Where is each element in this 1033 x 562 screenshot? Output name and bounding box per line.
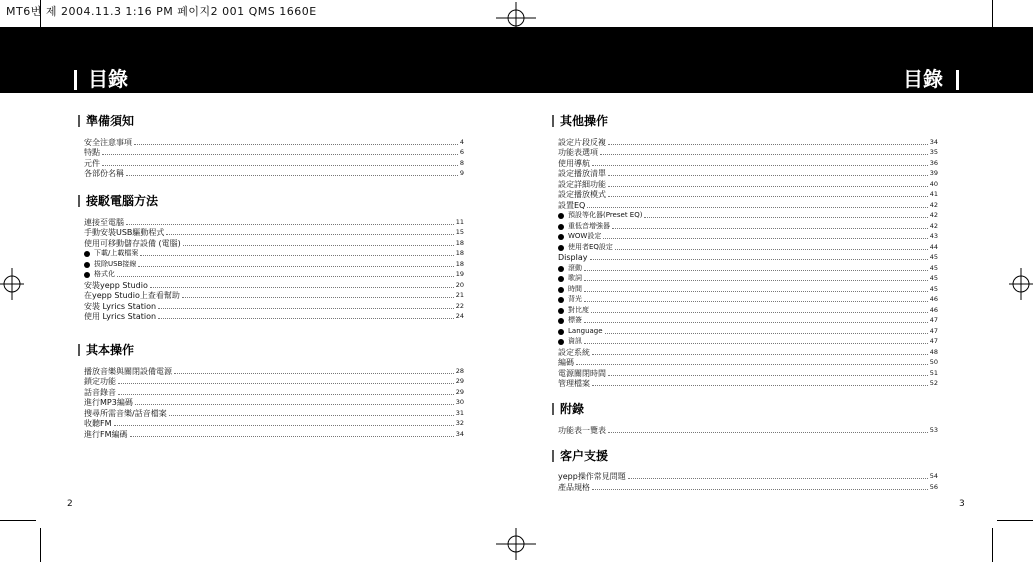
section-title: 客户支援 (560, 448, 609, 463)
toc-entry-label: Display (558, 253, 588, 262)
toc-list (558, 424, 938, 435)
toc-list (558, 471, 938, 492)
toc-entry (84, 258, 464, 269)
dot-leader (126, 224, 454, 225)
dot-leader (592, 354, 928, 355)
bullet-icon (84, 272, 90, 278)
dot-leader (608, 144, 928, 145)
toc-entry-label: 話音錄音 (84, 387, 116, 397)
toc-entry-page: 18 (455, 259, 464, 268)
toc-entry (84, 269, 464, 280)
toc-entry (84, 365, 464, 376)
toc-entry-label: 使用者EQ設定 (568, 242, 613, 251)
toc-entry (558, 336, 938, 347)
dot-leader (608, 375, 928, 376)
dot-leader (166, 234, 453, 235)
dot-leader (169, 415, 454, 416)
toc-entry (558, 378, 938, 389)
toc-entry (84, 279, 464, 290)
dot-leader (158, 318, 454, 319)
toc-entry-page: 34 (929, 137, 938, 146)
dot-leader (592, 385, 928, 386)
toc-entry-label: 設定播放模式 (558, 190, 606, 199)
toc-entry (84, 300, 464, 311)
bullet-icon (84, 262, 90, 268)
dot-leader (183, 245, 454, 246)
toc-entry-page: 15 (455, 228, 464, 236)
toc-entry-page: 48 (929, 347, 938, 356)
toc-entry-page: 21 (455, 291, 464, 299)
toc-entry (84, 216, 464, 227)
toc-entry (558, 481, 938, 492)
section-bar (78, 195, 80, 207)
section-bar (552, 115, 554, 127)
toc-entry-page: 45 (929, 274, 938, 282)
dot-leader (608, 175, 928, 176)
section-title: 附錄 (560, 402, 585, 416)
toc-entry-label: 各部份名稱 (84, 169, 124, 178)
toc-entry-label: 設定詳細功能 (558, 179, 606, 189)
dot-leader (615, 249, 928, 250)
dot-leader (182, 297, 454, 298)
dot-leader (644, 217, 927, 218)
section-title: 其他操作 (560, 114, 609, 128)
dot-leader (150, 287, 454, 288)
toc-entry-label: 搜尋所需音樂/話音檔案 (84, 408, 167, 418)
section-bar (78, 344, 80, 356)
toc-entry-label: 管理檔案 (558, 379, 590, 388)
toc-entry-label: 時間 (568, 284, 582, 293)
toc-entry-page: 28 (455, 366, 464, 375)
dot-leader (605, 333, 928, 334)
toc-entry-label: 安全注意事項 (84, 137, 132, 147)
left-page-number: 2 (67, 499, 73, 509)
toc-entry-page: 45 (929, 263, 938, 272)
toc-entry-label: 滾動 (568, 263, 582, 272)
toc-entry (558, 367, 938, 378)
toc-entry-page: 29 (455, 387, 464, 396)
dot-leader (130, 436, 454, 437)
dot-leader (584, 280, 928, 281)
bullet-icon (84, 251, 90, 257)
bullet-icon (558, 276, 564, 282)
bullet-icon (558, 245, 564, 251)
toc-entry-label: WOW設定 (568, 232, 602, 240)
toc-entry-label: 安裝yepp Studio (84, 280, 148, 290)
toc-entry-label: 手動安裝USB驅動程式 (84, 228, 165, 237)
toc-entry (84, 428, 464, 439)
toc-entry (84, 407, 464, 418)
dot-leader (117, 276, 454, 277)
toc-entry (558, 231, 938, 242)
section-heading (78, 112, 464, 130)
toc-entry-label: 收聽FM (84, 419, 112, 428)
toc-entry-page: 18 (455, 249, 464, 257)
section-heading (78, 192, 464, 210)
toc-entry-page: 47 (929, 326, 938, 335)
dot-leader (608, 196, 928, 197)
toc-entry (558, 304, 938, 315)
toc-entry (558, 471, 938, 482)
toc-entry-label: 使用導航 (558, 158, 590, 168)
toc-entry (84, 311, 464, 322)
dot-leader (118, 383, 454, 384)
toc-entry (558, 424, 938, 435)
toc-entry (558, 294, 938, 305)
toc-entry-label: Language (568, 326, 603, 335)
toc-entry-page: 46 (929, 295, 938, 303)
toc-entry-page: 18 (455, 238, 464, 247)
registration-target-icon (1009, 264, 1033, 304)
dot-leader (102, 154, 458, 155)
toc-entry-label: 功能表一覽表 (558, 425, 606, 435)
toc-entry (558, 168, 938, 179)
dot-leader (603, 238, 927, 239)
toc-entry-page: 31 (455, 408, 464, 417)
dot-leader (114, 425, 454, 426)
dot-leader (174, 373, 454, 374)
toc-entry-page: 54 (929, 472, 938, 480)
toc-entry-label: 對比度 (568, 305, 589, 314)
toc-entry-label: 使用 Lyrics Station (84, 312, 157, 321)
toc-entry-label: 背光 (568, 295, 582, 303)
dot-leader (590, 259, 928, 260)
toc-entry (558, 241, 938, 252)
toc-list (84, 365, 464, 439)
crop-mark (992, 528, 993, 562)
toc-entry-page: 44 (929, 242, 938, 251)
toc-entry (558, 357, 938, 368)
bullet-icon (558, 266, 564, 272)
dot-leader (576, 364, 928, 365)
toc-entry-label: 設定系統 (558, 347, 590, 357)
toc-entry (84, 168, 464, 179)
bullet-icon (558, 339, 564, 345)
toc-entry-label: 歌詞 (568, 274, 582, 282)
title-bar-left (74, 70, 77, 90)
toc-entry-page: 35 (929, 148, 938, 156)
toc-entry-page: 45 (929, 253, 938, 261)
toc-list (558, 136, 938, 388)
toc-entry-label: 安裝 Lyrics Station (84, 301, 157, 311)
bullet-icon (558, 297, 564, 303)
toc-entry-label: 設置EQ (558, 200, 586, 210)
toc-entry-page: 42 (929, 200, 938, 209)
toc-entry (84, 157, 464, 168)
toc-entry (558, 325, 938, 336)
toc-entry (84, 147, 464, 158)
toc-entry (84, 376, 464, 387)
toc-entry-page: 4 (459, 137, 464, 146)
dot-leader (612, 228, 928, 229)
toc-entry (84, 397, 464, 408)
registration-target-icon (496, 526, 536, 562)
section-heading (552, 447, 938, 465)
crop-mark (0, 520, 36, 521)
dot-leader (584, 343, 928, 344)
toc-entry-label: 資訊 (568, 337, 582, 345)
crop-mark (997, 520, 1033, 521)
right-page-number: 3 (959, 499, 965, 509)
dot-leader (158, 308, 454, 309)
title-bar-right (956, 70, 959, 90)
toc-entry (558, 147, 938, 158)
dot-leader (592, 165, 928, 166)
toc-entry-page: 6 (459, 148, 464, 156)
dot-leader (608, 186, 928, 187)
toc-entry-page: 42 (929, 221, 938, 230)
toc-entry-label: 特點 (84, 148, 100, 157)
toc-entry (558, 262, 938, 273)
dot-leader (591, 312, 928, 313)
left-page-title: 目錄 (88, 67, 128, 91)
toc-entry-label: 在yepp Studio上查看幫助 (84, 291, 180, 300)
dot-leader (134, 144, 458, 145)
toc-list (84, 216, 464, 321)
dot-leader (608, 432, 928, 433)
dot-leader (135, 404, 454, 405)
dot-leader (584, 291, 928, 292)
toc-entry-page: 56 (929, 482, 938, 491)
toc-entry (558, 199, 938, 210)
toc-entry-page: 46 (929, 305, 938, 314)
toc-entry-label: 功能表選項 (558, 148, 598, 157)
toc-entry-label: 重低音增強器 (568, 221, 610, 230)
toc-entry-label: 格式化 (94, 270, 115, 278)
left-toc-column (78, 112, 464, 439)
title-banner (0, 27, 1033, 93)
toc-entry (84, 227, 464, 238)
toc-entry (558, 189, 938, 200)
section-title: 準備須知 (86, 114, 135, 128)
toc-entry-label: 連接至電腦 (84, 217, 124, 227)
section-bar (78, 115, 80, 127)
toc-entry-page: 40 (929, 179, 938, 188)
toc-entry (84, 136, 464, 147)
toc-entry-page: 34 (455, 429, 464, 438)
toc-entry-page: 19 (455, 270, 464, 278)
bullet-icon (558, 234, 564, 240)
dot-leader (126, 175, 458, 176)
toc-entry-label: 標簽 (568, 316, 582, 324)
toc-entry-page: 51 (929, 368, 938, 377)
toc-entry-page: 22 (455, 301, 464, 310)
toc-entry-label: 編碼 (558, 358, 574, 367)
dot-leader (600, 154, 928, 155)
toc-entry-page: 36 (929, 158, 938, 167)
toc-entry-page: 53 (929, 425, 938, 434)
section-title: 接駁電腦方法 (86, 194, 159, 208)
toc-entry-label: 下載/上載檔案 (94, 249, 139, 257)
dot-leader (592, 489, 928, 490)
toc-entry (84, 290, 464, 301)
toc-entry-page: 32 (455, 419, 464, 427)
toc-entry (84, 237, 464, 248)
toc-entry-page: 30 (455, 398, 464, 406)
dot-leader (140, 255, 453, 256)
toc-entry (84, 386, 464, 397)
dot-leader (584, 270, 928, 271)
toc-entry-label: 進行FM編碼 (84, 429, 128, 439)
dot-leader (102, 165, 458, 166)
section-bar (552, 450, 554, 462)
section-heading (552, 112, 938, 130)
section-bar (552, 403, 554, 415)
toc-entry-label: 鎖定功能 (84, 377, 116, 386)
dot-leader (584, 301, 928, 302)
right-page-title: 目錄 (903, 67, 943, 91)
crop-mark (40, 528, 41, 562)
toc-entry-label: 電源關閉時間 (558, 368, 606, 378)
section-title: 其本操作 (86, 343, 135, 357)
toc-entry (558, 252, 938, 263)
registration-target-icon (0, 264, 24, 304)
bullet-icon (558, 329, 564, 335)
dot-leader (118, 394, 454, 395)
toc-entry-label: 產品規格 (558, 482, 590, 492)
toc-entry-label: 進行MP3編碼 (84, 398, 133, 407)
toc-entry-page: 8 (459, 158, 464, 167)
dot-leader (628, 478, 928, 479)
toc-entry-page: 24 (455, 312, 464, 320)
toc-entry-label: yepp操作常見問題 (558, 472, 626, 481)
toc-entry-label: 元件 (84, 158, 100, 168)
toc-entry-label: 設定片段反複 (558, 137, 606, 147)
toc-entry-page: 52 (929, 379, 938, 387)
toc-entry-page: 43 (929, 232, 938, 240)
dot-leader (584, 322, 928, 323)
toc-entry-page: 42 (929, 211, 938, 219)
toc-entry-page: 29 (455, 377, 464, 385)
toc-entry (84, 248, 464, 259)
print-header-text: MT6번 제 2004.11.3 1:16 PM 페이지2 001 QMS 1660E (6, 5, 317, 18)
toc-entry (558, 220, 938, 231)
toc-list (84, 136, 464, 178)
toc-entry (558, 210, 938, 221)
toc-entry (558, 136, 938, 147)
dot-leader (138, 266, 453, 267)
toc-entry-page: 39 (929, 169, 938, 177)
toc-entry-label: 播放音樂與關閉設備電源 (84, 366, 172, 376)
toc-entry-page: 20 (455, 280, 464, 289)
bullet-icon (558, 318, 564, 324)
toc-entry-page: 11 (455, 217, 464, 226)
bullet-icon (558, 213, 564, 219)
bullet-icon (558, 308, 564, 314)
toc-entry-page: 41 (929, 190, 938, 198)
toc-entry (84, 418, 464, 429)
toc-entry (558, 157, 938, 168)
toc-entry-page: 50 (929, 358, 938, 366)
toc-entry-label: 預設等化器(Preset EQ) (568, 211, 643, 219)
section-heading (552, 400, 938, 418)
toc-entry (558, 178, 938, 189)
toc-entry-page: 47 (929, 316, 938, 324)
section-heading (78, 341, 464, 359)
bullet-icon (558, 224, 564, 230)
bullet-icon (558, 287, 564, 293)
toc-entry (558, 273, 938, 284)
toc-entry-label: 拔除USB接線 (94, 259, 137, 268)
toc-entry (558, 346, 938, 357)
toc-entry-page: 9 (459, 169, 464, 177)
toc-entry-page: 47 (929, 337, 938, 345)
toc-entry-label: 使用可移動儲存設備 (電腦) (84, 238, 181, 248)
toc-entry-label: 設定播放清單 (558, 169, 606, 178)
toc-entry-page: 45 (929, 284, 938, 293)
toc-entry (558, 315, 938, 326)
toc-entry (558, 283, 938, 294)
dot-leader (587, 207, 927, 208)
right-toc-column (552, 112, 938, 492)
